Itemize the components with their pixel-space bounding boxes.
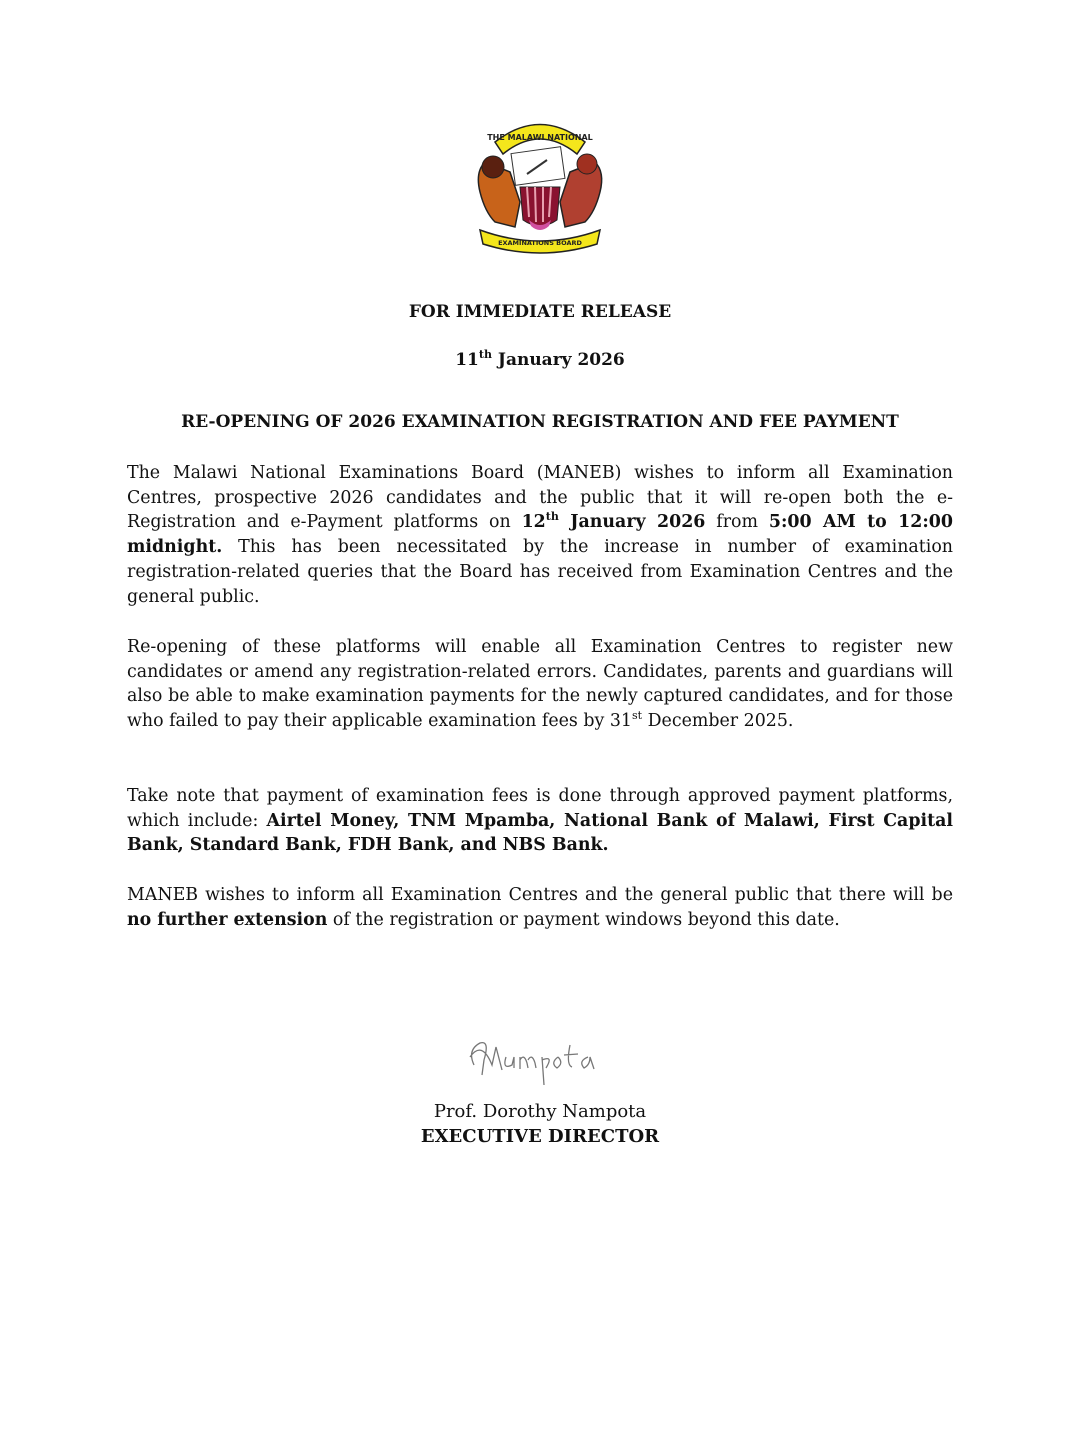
text-segment: of the registration or payment windows beyond this date.	[327, 909, 840, 930]
date-suffix: th	[478, 348, 492, 361]
paragraph-4	[127, 883, 953, 932]
date-day: 11	[455, 350, 479, 370]
text-segment: MANEB wishes to inform all Examination Centres and the general public that there will be	[127, 885, 953, 905]
bold-text-segment: Airtel Money, TNM Mpamba, National Bank of Malawi, First Capital Bank, Standard Bank, FDH Bank, and NBS Bank.	[127, 810, 953, 856]
signatory-title: EXECUTIVE DIRECTOR	[420, 1126, 660, 1147]
text-segment: The Malawi National Examinations Board (MANEB) wishes to inform all Examination Centres, prospective 2026 candidates and the public that it will re-open both the e-Registration and e-Payment platforms on	[127, 463, 953, 533]
crest-top-text: THE MALAWI NATIONAL	[487, 133, 593, 142]
signatory-name: Prof. Dorothy Nampota	[433, 1101, 647, 1122]
text-segment: from	[705, 512, 769, 533]
text-segment: st	[632, 709, 643, 723]
text-segment: Re-opening of these platforms will enable all Examination Centres to register new candidates or amend any registration-related errors. Candidates, parents and guardians will also be able to make examination payments for the newly captured candidates, and for those who failed to pay their applicable examination fees by 31	[127, 637, 953, 732]
date-rest: January 2026	[491, 350, 625, 370]
text-segment: Take note that payment of examination fees is done through approved payment platforms, which include:	[127, 786, 953, 831]
document-heading: RE-OPENING OF 2026 EXAMINATION REGISTRATION AND FEE PAYMENT	[181, 412, 899, 432]
crest-bottom-text: EXAMINATIONS BOARD	[498, 239, 582, 247]
bold-text-segment: 12	[521, 512, 546, 533]
text-segment: This has been necessitated by the increase in number of examination registration-related queries that the Board has received from Examination Centres and the general public.	[127, 537, 953, 607]
paragraph-2	[127, 635, 953, 734]
release-label: FOR IMMEDIATE RELEASE	[408, 302, 672, 322]
maneb-crest-logo	[465, 112, 615, 257]
paragraph-1	[127, 461, 953, 609]
bold-text-segment: no further extension	[127, 909, 328, 930]
signature	[462, 1035, 612, 1090]
paragraph-3	[127, 784, 953, 858]
text-segment: December 2025.	[642, 711, 794, 732]
bold-text-segment: th	[545, 510, 559, 524]
bold-text-segment: January 2026	[558, 512, 706, 533]
bold-text-segment: 5:00 AM to 12:00 midnight.	[127, 512, 953, 558]
release-date	[0, 350, 1080, 370]
